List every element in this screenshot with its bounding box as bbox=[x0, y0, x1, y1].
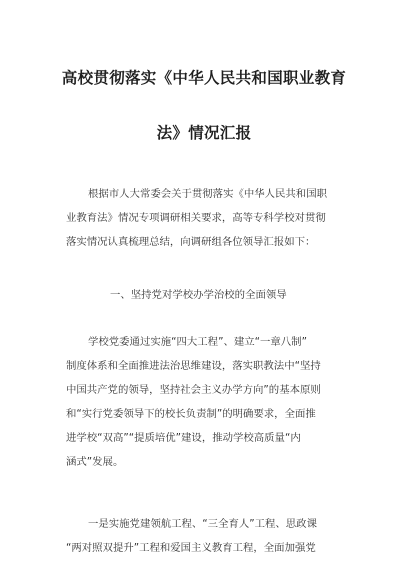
paragraph-line: 根据市人大常委会关于贯彻落实《中华人民共和国职 bbox=[88, 188, 327, 200]
section-heading-1: 一、坚持党对学校办学治校的全面领导 bbox=[110, 289, 287, 301]
paragraph-line: “两对照双提升”工程和爱国主义教育工程，全面加强党 bbox=[66, 542, 316, 554]
paragraph-line: 业教育法》情况专项调研相关要求，高等专科学校对贯彻 bbox=[66, 212, 326, 224]
section-1-paragraph-2 bbox=[66, 512, 348, 560]
paragraph-line: 落实情况认真梳理总结，向调研组各位领导汇报如下： bbox=[66, 236, 316, 248]
document-title-line-2: 法》情况汇报 bbox=[156, 124, 252, 142]
paragraph-line: 进学校“双高”“提质培优”建设，推动学校高质量“内 bbox=[66, 432, 301, 444]
section-1-paragraph bbox=[66, 330, 348, 474]
paragraph-line: 一是实施党建领航工程、“三全育人”工程、思政课 bbox=[88, 518, 317, 530]
paragraph-line: 学校党委通过实施“四大工程”、建立“一章八制” bbox=[88, 336, 307, 348]
paragraph-line: 制度体系和全面推进法治思维建设，落实职教法中“坚持 bbox=[66, 360, 321, 372]
paragraph-line: 和“实行党委领导下的校长负责制”的明确要求，全面推 bbox=[66, 408, 316, 420]
paragraph-line: 中国共产党的领导，坚持社会主义办学方向”的基本原则 bbox=[66, 384, 321, 396]
document-title-line-1: 高校贯彻落实《中华人民共和国职业教育 bbox=[61, 69, 347, 87]
paragraph-line: 涵式”发展。 bbox=[66, 456, 124, 468]
intro-paragraph bbox=[66, 182, 348, 254]
